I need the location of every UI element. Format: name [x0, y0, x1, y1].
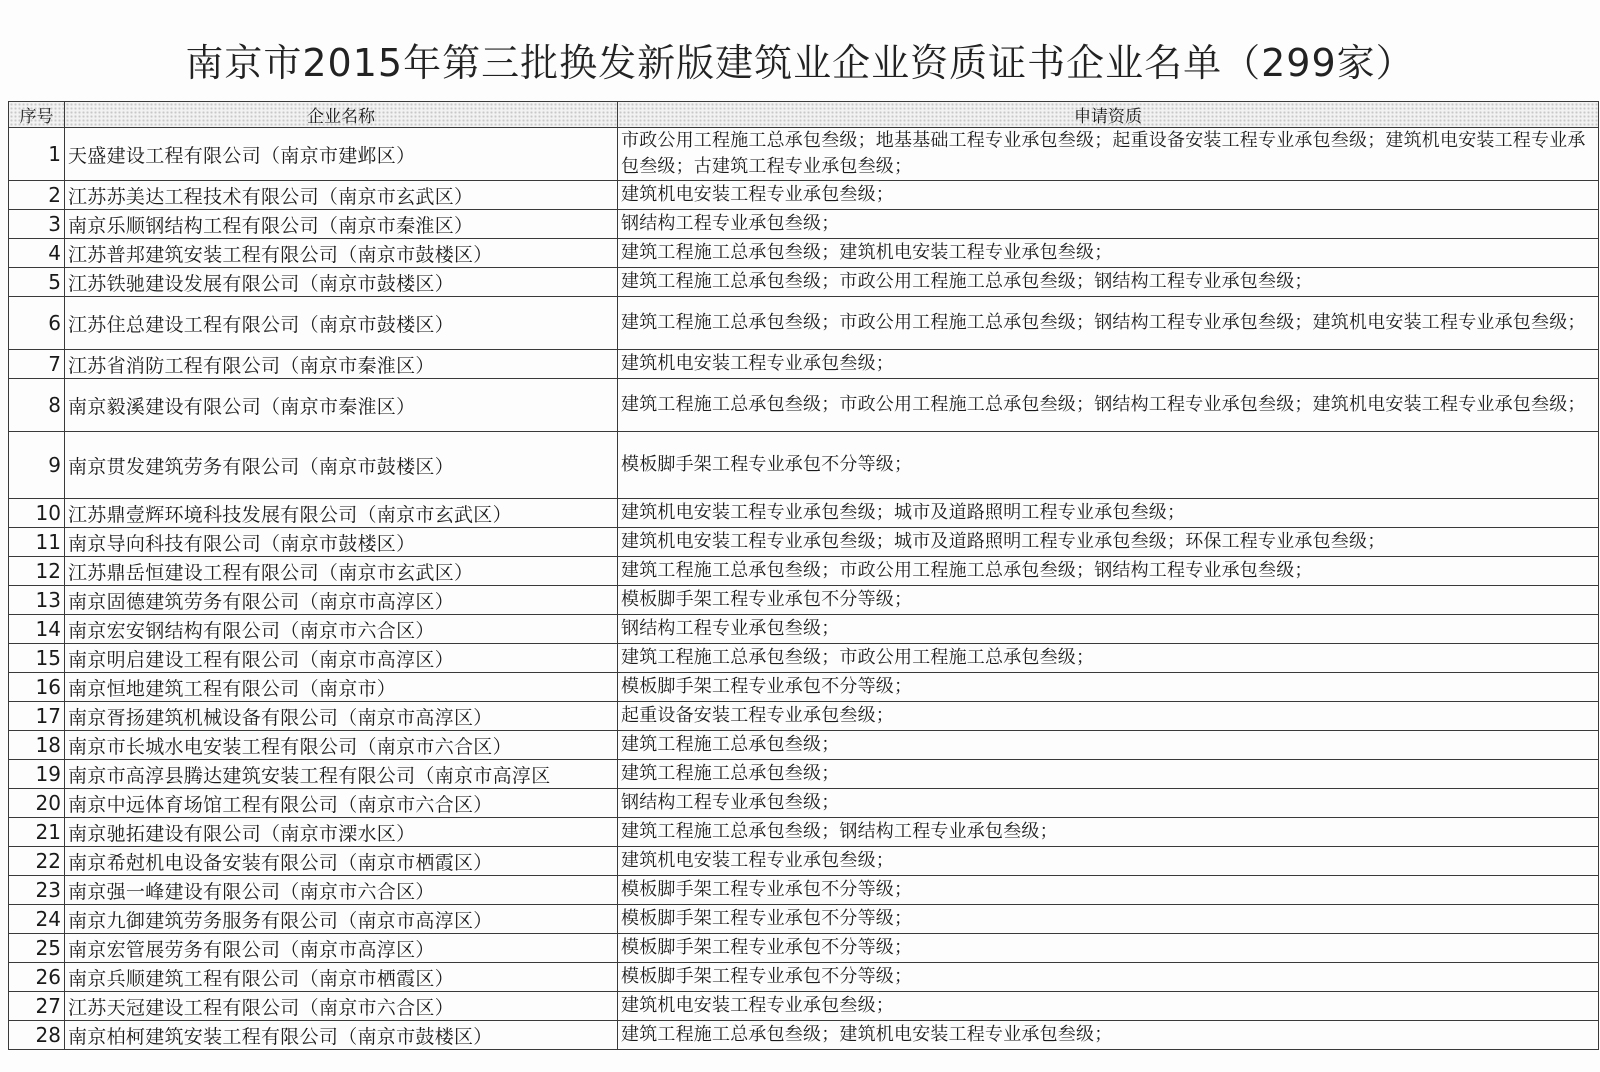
table-row [9, 615, 1599, 644]
company-name: 南京市长城水电安装工程有限公司（南京市六合区） [65, 731, 618, 760]
table-row [9, 586, 1599, 615]
company-name: 江苏鼎岳恒建设工程有限公司（南京市玄武区） [65, 557, 618, 586]
company-name: 江苏住总建设工程有限公司（南京市鼓楼区） [65, 297, 618, 350]
company-name: 南京柏柯建筑安装工程有限公司（南京市鼓楼区） [65, 1021, 618, 1050]
row-index: 16 [9, 673, 65, 702]
qualification: 模板脚手架工程专业承包不分等级； [618, 432, 1599, 499]
table-row [9, 210, 1599, 239]
company-name: 南京宏管展劳务有限公司（南京市高淳区） [65, 934, 618, 963]
company-name: 南京导向科技有限公司（南京市鼓楼区） [65, 528, 618, 557]
table-row [9, 992, 1599, 1021]
row-index: 1 [9, 128, 65, 181]
qualification: 建筑机电安装工程专业承包叁级；城市及道路照明工程专业承包叁级；环保工程专业承包叁级； [618, 528, 1599, 557]
row-index: 24 [9, 905, 65, 934]
table-row [9, 499, 1599, 528]
row-index: 25 [9, 934, 65, 963]
row-index: 22 [9, 847, 65, 876]
qualification: 建筑机电安装工程专业承包叁级； [618, 350, 1599, 379]
row-index: 28 [9, 1021, 65, 1050]
table-row [9, 268, 1599, 297]
company-name: 南京宏安钢结构有限公司（南京市六合区） [65, 615, 618, 644]
company-name: 南京胥扬建筑机械设备有限公司（南京市高淳区） [65, 702, 618, 731]
qualification: 建筑工程施工总承包叁级；钢结构工程专业承包叁级； [618, 818, 1599, 847]
qualification: 建筑工程施工总承包叁级；建筑机电安装工程专业承包叁级； [618, 1021, 1599, 1050]
company-name: 江苏省消防工程有限公司（南京市秦淮区） [65, 350, 618, 379]
row-index: 27 [9, 992, 65, 1021]
table-row [9, 760, 1599, 789]
table-row [9, 239, 1599, 268]
table-header-row [9, 102, 1599, 128]
row-index: 18 [9, 731, 65, 760]
table-row [9, 432, 1599, 499]
qualification: 建筑工程施工总承包叁级； [618, 731, 1599, 760]
qualification: 模板脚手架工程专业承包不分等级； [618, 934, 1599, 963]
qualification: 市政公用工程施工总承包叁级；地基基础工程专业承包叁级；起重设备安装工程专业承包叁级；建筑机电安装工程专业承包叁级；古建筑工程专业承包叁级； [618, 128, 1599, 181]
header-index: 序号 [9, 102, 65, 128]
row-index: 13 [9, 586, 65, 615]
qualification: 模板脚手架工程专业承包不分等级； [618, 905, 1599, 934]
table-row [9, 379, 1599, 432]
table-row [9, 934, 1599, 963]
row-index: 4 [9, 239, 65, 268]
company-name: 江苏鼎壹辉环境科技发展有限公司（南京市玄武区） [65, 499, 618, 528]
company-name: 南京强一峰建设有限公司（南京市六合区） [65, 876, 618, 905]
qualification: 钢结构工程专业承包叁级； [618, 615, 1599, 644]
table-row [9, 1021, 1599, 1050]
table-row [9, 702, 1599, 731]
qualification: 建筑机电安装工程专业承包叁级； [618, 992, 1599, 1021]
qualification: 建筑工程施工总承包叁级；市政公用工程施工总承包叁级；钢结构工程专业承包叁级； [618, 557, 1599, 586]
company-name: 江苏普邦建筑安装工程有限公司（南京市鼓楼区） [65, 239, 618, 268]
table-row [9, 350, 1599, 379]
table-row [9, 181, 1599, 210]
company-name: 南京市高淳县腾达建筑安装工程有限公司（南京市高淳区 [65, 760, 618, 789]
row-index: 9 [9, 432, 65, 499]
company-name: 南京贯发建筑劳务有限公司（南京市鼓楼区） [65, 432, 618, 499]
row-index: 10 [9, 499, 65, 528]
row-index: 19 [9, 760, 65, 789]
company-name: 南京乐顺钢结构工程有限公司（南京市秦淮区） [65, 210, 618, 239]
row-index: 11 [9, 528, 65, 557]
row-index: 3 [9, 210, 65, 239]
qualification: 建筑工程施工总承包叁级； [618, 760, 1599, 789]
table-row [9, 905, 1599, 934]
company-name: 南京九御建筑劳务服务有限公司（南京市高淳区） [65, 905, 618, 934]
qualification: 钢结构工程专业承包叁级； [618, 789, 1599, 818]
qualification: 建筑机电安装工程专业承包叁级； [618, 181, 1599, 210]
row-index: 14 [9, 615, 65, 644]
row-index: 6 [9, 297, 65, 350]
qualification: 建筑工程施工总承包叁级；市政公用工程施工总承包叁级；钢结构工程专业承包叁级；建筑机电安装工程专业承包叁级； [618, 379, 1599, 432]
qualification: 建筑工程施工总承包叁级；市政公用工程施工总承包叁级；钢结构工程专业承包叁级；建筑机电安装工程专业承包叁级； [618, 297, 1599, 350]
row-index: 17 [9, 702, 65, 731]
qualification: 模板脚手架工程专业承包不分等级； [618, 963, 1599, 992]
qualification: 建筑机电安装工程专业承包叁级； [618, 847, 1599, 876]
table-row [9, 731, 1599, 760]
qualification: 模板脚手架工程专业承包不分等级； [618, 586, 1599, 615]
company-name: 南京固德建筑劳务有限公司（南京市高淳区） [65, 586, 618, 615]
row-index: 12 [9, 557, 65, 586]
header-company: 企业名称 [65, 102, 618, 128]
company-name: 南京希尅机电设备安装有限公司（南京市栖霞区） [65, 847, 618, 876]
row-index: 26 [9, 963, 65, 992]
qualification: 起重设备安装工程专业承包叁级； [618, 702, 1599, 731]
table-row [9, 673, 1599, 702]
qualification: 建筑工程施工总承包叁级；市政公用工程施工总承包叁级；钢结构工程专业承包叁级； [618, 268, 1599, 297]
qualification: 模板脚手架工程专业承包不分等级； [618, 673, 1599, 702]
company-name: 江苏天冠建设工程有限公司（南京市六合区） [65, 992, 618, 1021]
qualification: 建筑工程施工总承包叁级；市政公用工程施工总承包叁级； [618, 644, 1599, 673]
table-row [9, 128, 1599, 181]
company-name: 南京兵顺建筑工程有限公司（南京市栖霞区） [65, 963, 618, 992]
row-index: 20 [9, 789, 65, 818]
table-row [9, 528, 1599, 557]
company-name: 南京恒地建筑工程有限公司（南京市） [65, 673, 618, 702]
table-row [9, 876, 1599, 905]
document-title: 南京市2015年第三批换发新版建筑业企业资质证书企业名单（299家） [185, 41, 1415, 85]
qualification: 模板脚手架工程专业承包不分等级； [618, 876, 1599, 905]
row-index: 8 [9, 379, 65, 432]
row-index: 7 [9, 350, 65, 379]
table-row [9, 847, 1599, 876]
company-name: 南京明启建设工程有限公司（南京市高淳区） [65, 644, 618, 673]
table-row [9, 557, 1599, 586]
qualification: 建筑工程施工总承包叁级；建筑机电安装工程专业承包叁级； [618, 239, 1599, 268]
row-index: 5 [9, 268, 65, 297]
table-row [9, 789, 1599, 818]
qualification: 建筑机电安装工程专业承包叁级；城市及道路照明工程专业承包叁级； [618, 499, 1599, 528]
company-name: 江苏苏美达工程技术有限公司（南京市玄武区） [65, 181, 618, 210]
company-name: 南京中远体育场馆工程有限公司（南京市六合区） [65, 789, 618, 818]
header-qualification: 申请资质 [618, 102, 1599, 128]
company-name: 南京毅溪建设有限公司（南京市秦淮区） [65, 379, 618, 432]
qualification: 钢结构工程专业承包叁级； [618, 210, 1599, 239]
table-row [9, 963, 1599, 992]
company-name: 南京驰拓建设有限公司（南京市溧水区） [65, 818, 618, 847]
row-index: 2 [9, 181, 65, 210]
company-name: 江苏铁驰建设发展有限公司（南京市鼓楼区） [65, 268, 618, 297]
row-index: 15 [9, 644, 65, 673]
row-index: 23 [9, 876, 65, 905]
row-index: 21 [9, 818, 65, 847]
company-qualification-table [8, 101, 1599, 1050]
table-row [9, 297, 1599, 350]
table-row [9, 644, 1599, 673]
table-row [9, 818, 1599, 847]
company-name: 天盛建设工程有限公司（南京市建邺区） [65, 128, 618, 181]
